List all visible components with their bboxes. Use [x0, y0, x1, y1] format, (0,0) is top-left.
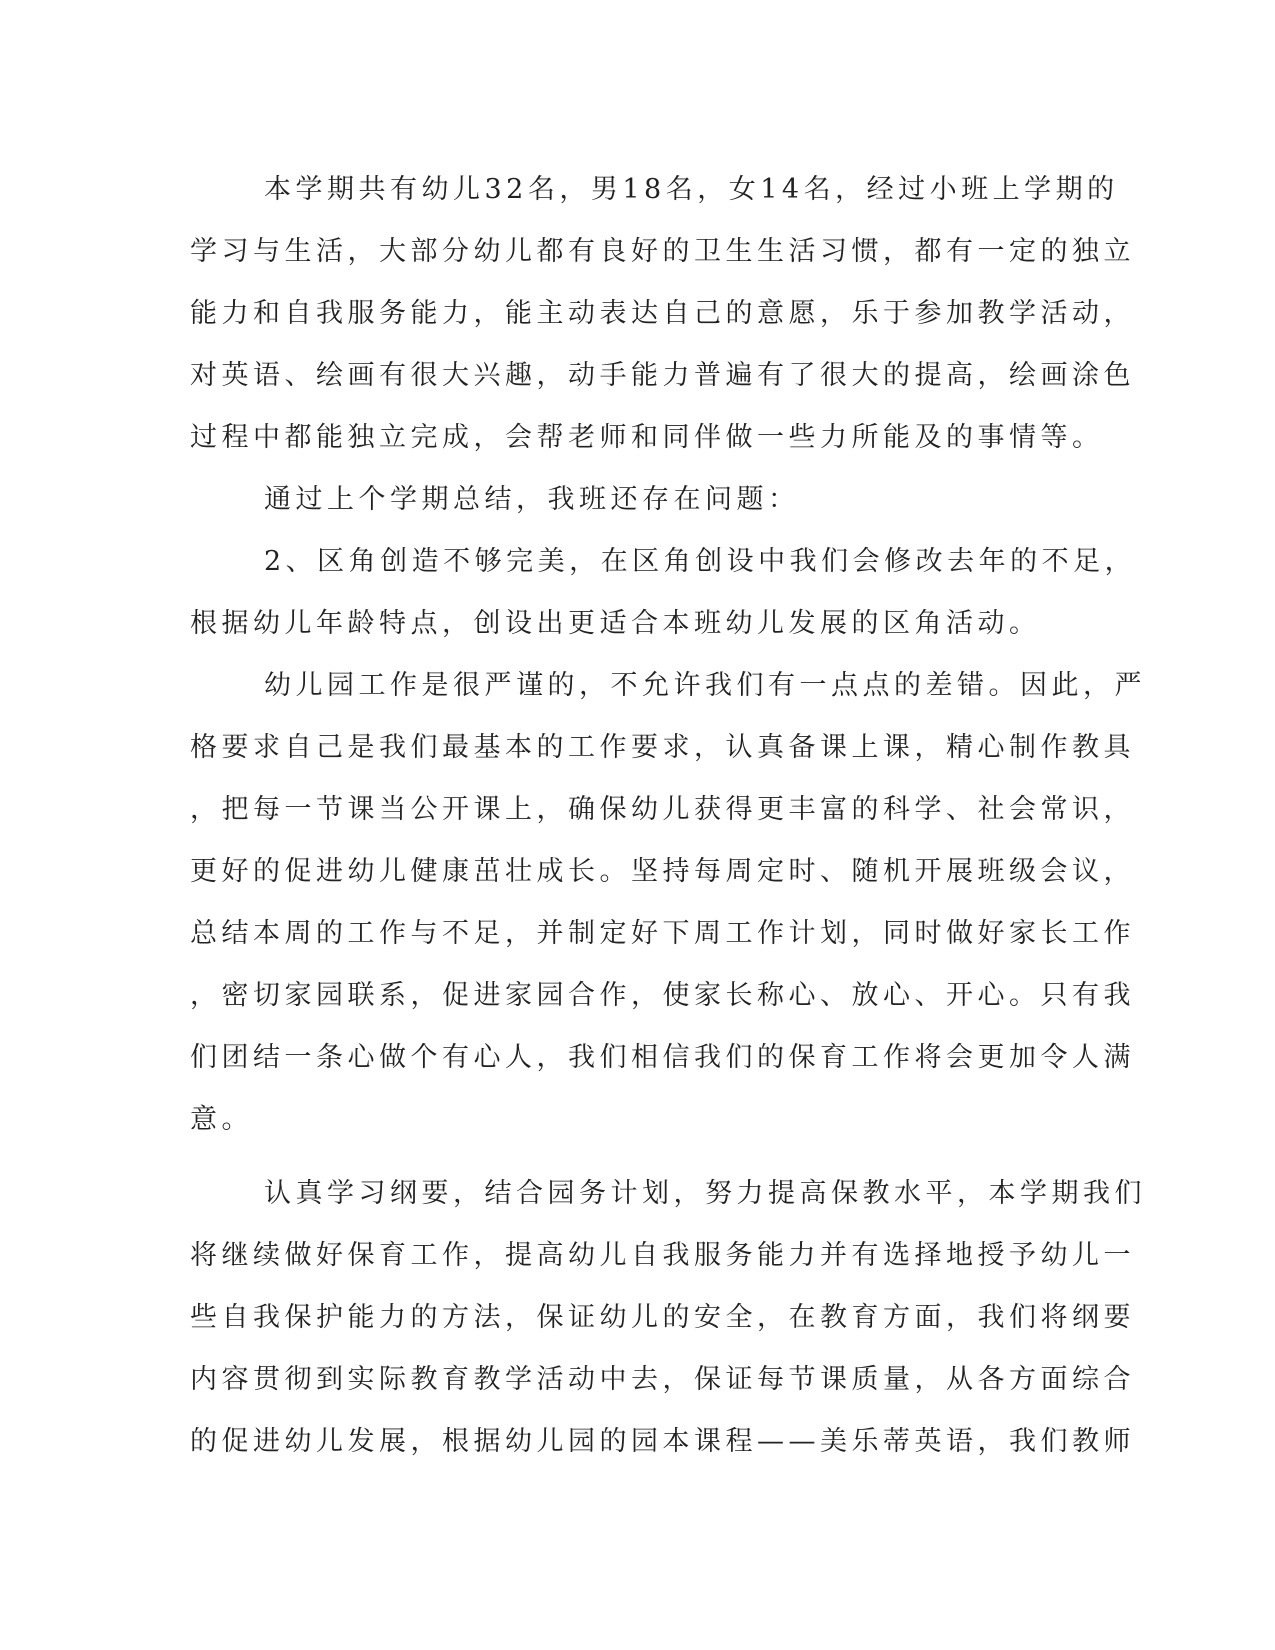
paragraph-4-line-5: 总结本周的工作与不足，并制定好下周工作计划，同时做好家长工作 — [190, 918, 1135, 949]
paragraph-4-line-4: 更好的促进幼儿健康茁壮成长。坚持每周定时、随机开展班级会议， — [190, 856, 1135, 887]
paragraph-5-line-2: 将继续做好保育工作，提高幼儿自我服务能力并有选择地授予幼儿一 — [190, 1240, 1135, 1271]
paragraph-1-line-3: 能力和自我服务能力，能主动表达自己的意愿，乐于参加教学活动， — [190, 298, 1135, 329]
paragraph-2-line-1: 通过上个学期总结，我班还存在问题： — [264, 484, 800, 515]
paragraph-4-line-1: 幼儿园工作是很严谨的，不允许我们有一点点的差错。因此，严 — [264, 670, 1146, 701]
paragraph-4-line-3: ，把每一节课当公开课上，确保幼儿获得更丰富的科学、社会常识， — [190, 794, 1135, 825]
paragraph-4-line-8: 意。 — [190, 1104, 253, 1135]
paragraph-1-line-1: 本学期共有幼儿32名，男18名，女14名，经过小班上学期的 — [264, 174, 1119, 205]
paragraph-5-line-3: 些自我保护能力的方法，保证幼儿的安全，在教育方面，我们将纲要 — [190, 1302, 1135, 1333]
paragraph-1-line-5: 过程中都能独立完成，会帮老师和同伴做一些力所能及的事情等。 — [190, 422, 1104, 453]
paragraph-4-line-6: ，密切家园联系，促进家园合作，使家长称心、放心、开心。只有我 — [190, 980, 1135, 1011]
paragraph-1-line-2: 学习与生活，大部分幼儿都有良好的卫生生活习惯，都有一定的独立 — [190, 236, 1135, 267]
paragraph-5-line-4: 内容贯彻到实际教育教学活动中去，保证每节课质量，从各方面综合 — [190, 1364, 1135, 1395]
paragraph-3-line-2: 根据幼儿年龄特点，创设出更适合本班幼儿发展的区角活动。 — [190, 608, 1041, 639]
paragraph-3-line-1: 2、区角创造不够完美，在区角创设中我们会修改去年的不足， — [264, 546, 1137, 577]
paragraph-5-line-5: 的促进幼儿发展，根据幼儿园的园本课程——美乐蒂英语，我们教师 — [190, 1426, 1135, 1457]
paragraph-4-line-7: 们团结一条心做个有心人，我们相信我们的保育工作将会更加令人满 — [190, 1042, 1135, 1073]
paragraph-5-line-1: 认真学习纲要，结合园务计划，努力提高保教水平，本学期我们 — [264, 1178, 1146, 1209]
paragraph-1-line-4: 对英语、绘画有很大兴趣，动手能力普遍有了很大的提高，绘画涂色 — [190, 360, 1135, 391]
paragraph-4-line-2: 格要求自己是我们最基本的工作要求，认真备课上课，精心制作教具 — [190, 732, 1135, 763]
